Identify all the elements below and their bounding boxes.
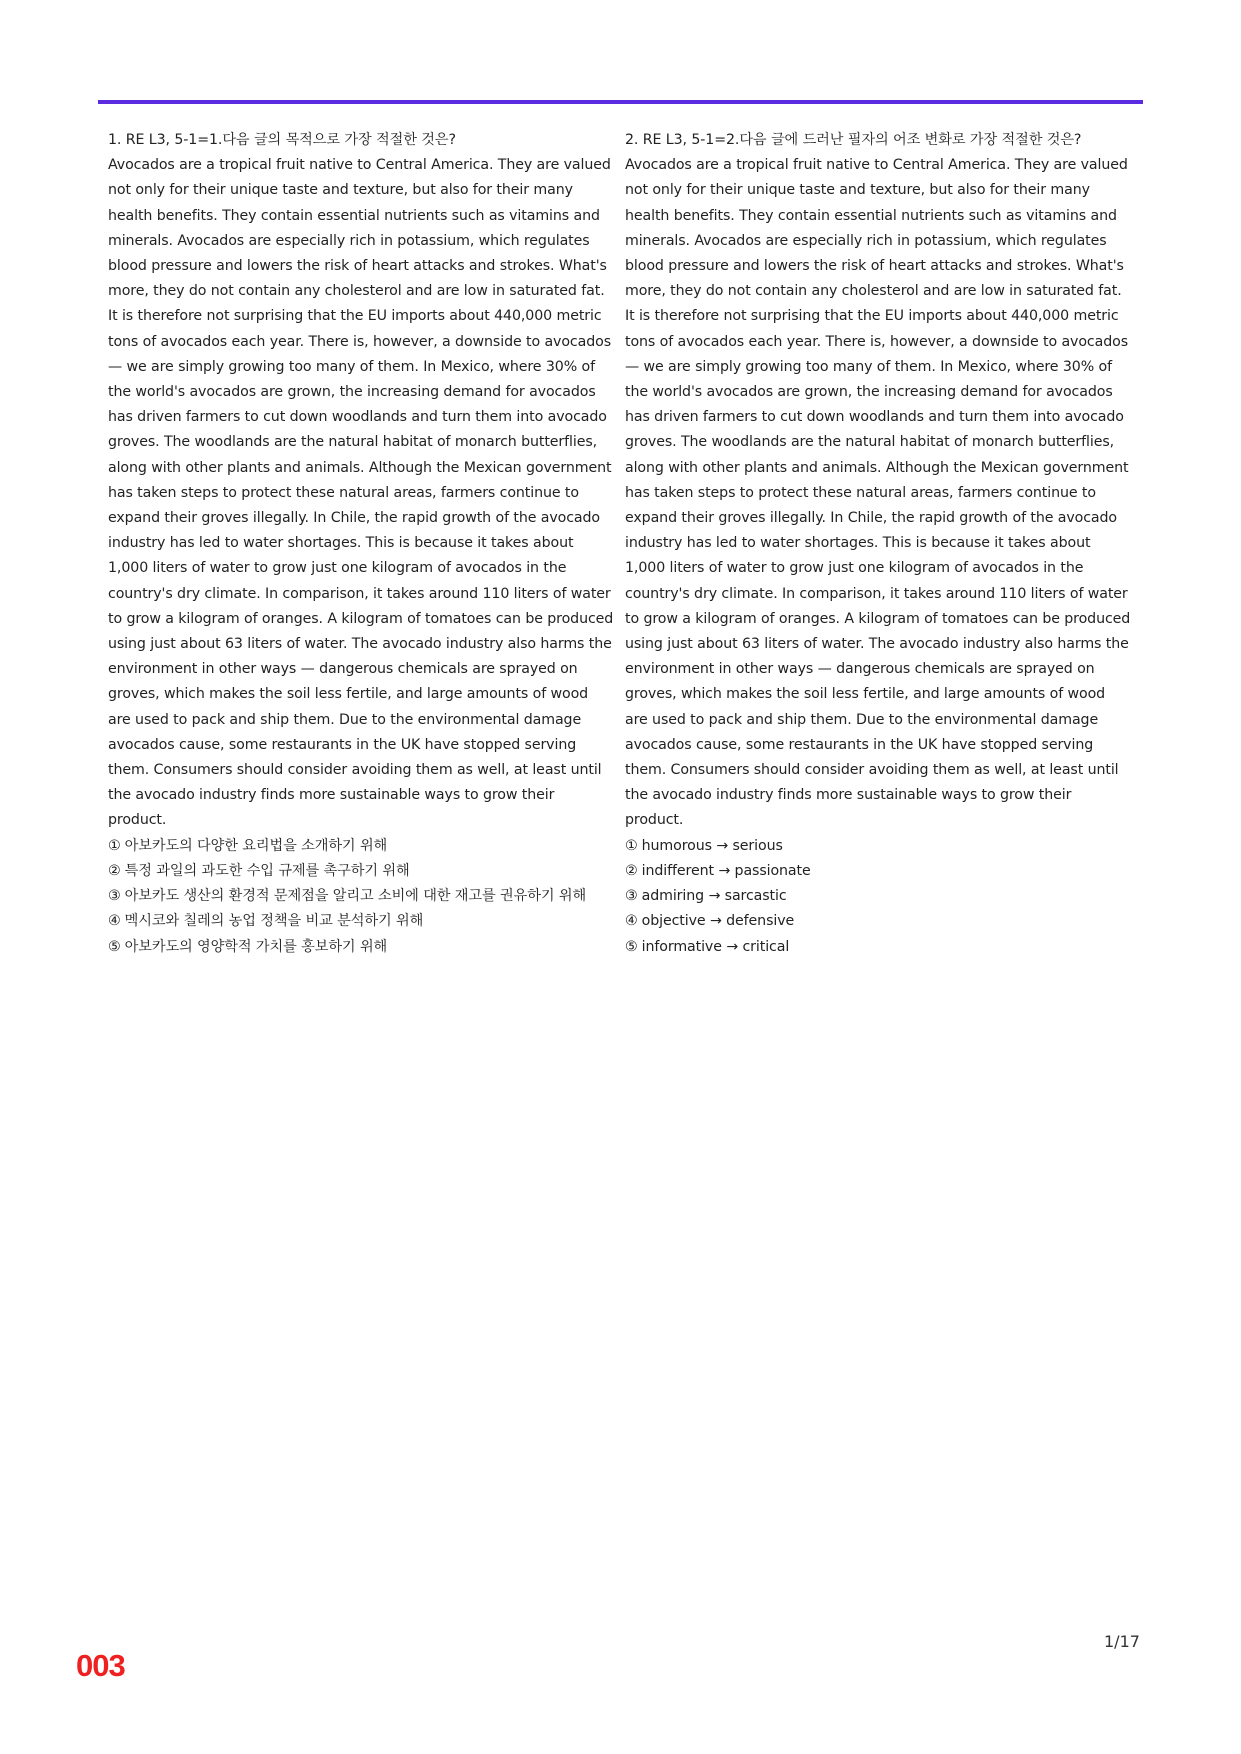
question-1 <box>108 128 614 960</box>
choice-item[interactable] <box>625 834 1131 859</box>
choice-number: ④ <box>625 913 638 930</box>
choice-number: ④ <box>108 913 121 930</box>
choice-text: indifferent → passionate <box>641 862 811 879</box>
choice-text: informative → critical <box>641 938 790 955</box>
question-2 <box>625 128 1131 960</box>
choice-text: 아보카도의 영양학적 가치를 홍보하기 위해 <box>124 938 388 955</box>
choice-text: 특정 과일의 과도한 수입 규제를 촉구하기 위해 <box>124 862 410 879</box>
choice-text: 아보카도의 다양한 요리법을 소개하기 위해 <box>124 837 388 854</box>
choice-item[interactable] <box>625 909 1131 934</box>
choice-number: ⑤ <box>108 938 121 955</box>
choice-number: ① <box>108 837 121 854</box>
choice-number: ③ <box>625 888 638 905</box>
choice-number: ③ <box>108 888 121 905</box>
choice-item[interactable] <box>625 884 1131 909</box>
document-code: 003 <box>76 1648 125 1683</box>
choice-item[interactable] <box>108 935 614 960</box>
choice-number: ① <box>625 837 638 854</box>
choice-item[interactable] <box>108 834 614 859</box>
choice-item[interactable] <box>108 859 614 884</box>
question-2-choices <box>625 834 1131 960</box>
choice-text: 멕시코와 칠레의 농업 정책을 비교 분석하기 위해 <box>124 913 424 930</box>
question-1-title: 1. RE L3, 5-1=1.다음 글의 목적으로 가장 적절한 것은? <box>108 132 456 148</box>
choice-number: ② <box>625 862 638 879</box>
choice-number: ② <box>108 862 121 879</box>
question-1-passage: Avocados are a tropical fruit native to Central America. They are valued not only for their unique taste and texture, but also for their many health benefits. They contain essential nutrients such as vitamins and minerals. Avocados are especially rich in potassium, which regulates blood pressure and lowers the risk of heart attacks and strokes. What's more, they do not contain any cholesterol and are low in saturated fat. It is therefore not surprising that the EU imports about 440,000 metric tons of avocados each year. There is, however, a downside to avocados — we are simply growing too many of them. In Mexico, where 30% of the world's avocados are grown, the increasing demand for avocados has driven farmers to cut down woodlands and turn them into avocado groves. The woodlands are the natural habitat of monarch butterflies, along with other plants and animals. Although the Mexican government has taken steps to protect these natural areas, farmers continue to expand their groves illegally. In Chile, the rapid growth of the avocado industry has led to water shortages. This is because it takes about 1,000 liters of water to grow just one kilogram of avocados in the country's dry climate. In comparison, it takes around 110 liters of water to grow a kilogram of oranges. A kilogram of tomatoes can be produced using just about 63 liters of water. The avocado industry also harms the environment in other ways — dangerous chemicals are sprayed on groves, which makes the soil less fertile, and large amounts of wood are used to pack and ship them. Due to the environmental damage avocados cause, some restaurants in the UK have stopped serving them. Consumers should consider avoiding them as well, at least until the avocado industry finds more sustainable ways to grow their product. <box>108 157 614 829</box>
choice-number: ⑤ <box>625 938 638 955</box>
question-2-passage: Avocados are a tropical fruit native to Central America. They are valued not only for their unique taste and texture, but also for their many health benefits. They contain essential nutrients such as vitamins and minerals. Avocados are especially rich in potassium, which regulates blood pressure and lowers the risk of heart attacks and strokes. What's more, they do not contain any cholesterol and are low in saturated fat. It is therefore not surprising that the EU imports about 440,000 metric tons of avocados each year. There is, however, a downside to avocados — we are simply growing too many of them. In Mexico, where 30% of the world's avocados are grown, the increasing demand for avocados has driven farmers to cut down woodlands and turn them into avocado groves. The woodlands are the natural habitat of monarch butterflies, along with other plants and animals. Although the Mexican government has taken steps to protect these natural areas, farmers continue to expand their groves illegally. In Chile, the rapid growth of the avocado industry has led to water shortages. This is because it takes about 1,000 liters of water to grow just one kilogram of avocados in the country's dry climate. In comparison, it takes around 110 liters of water to grow a kilogram of oranges. A kilogram of tomatoes can be produced using just about 63 liters of water. The avocado industry also harms the environment in other ways — dangerous chemicals are sprayed on groves, which makes the soil less fertile, and large amounts of wood are used to pack and ship them. Due to the environmental damage avocados cause, some restaurants in the UK have stopped serving them. Consumers should consider avoiding them as well, at least until the avocado industry finds more sustainable ways to grow their product. <box>625 157 1131 829</box>
page-number: 1/17 <box>1104 1632 1140 1651</box>
choice-item[interactable] <box>625 859 1131 884</box>
question-2-title: 2. RE L3, 5-1=2.다음 글에 드러난 필자의 어조 변화로 가장 적절한 것은? <box>625 132 1082 148</box>
question-1-choices <box>108 834 614 960</box>
header-rule <box>98 100 1143 104</box>
choice-item[interactable] <box>108 884 614 909</box>
choice-text: humorous → serious <box>641 837 783 854</box>
choice-item[interactable] <box>108 909 614 934</box>
choice-text: 아보카도 생산의 환경적 문제점을 알리고 소비에 대한 재고를 권유하기 위해 <box>124 888 587 905</box>
choice-text: admiring → sarcastic <box>641 888 787 905</box>
choice-text: objective → defensive <box>641 913 795 930</box>
choice-item[interactable] <box>625 935 1131 960</box>
